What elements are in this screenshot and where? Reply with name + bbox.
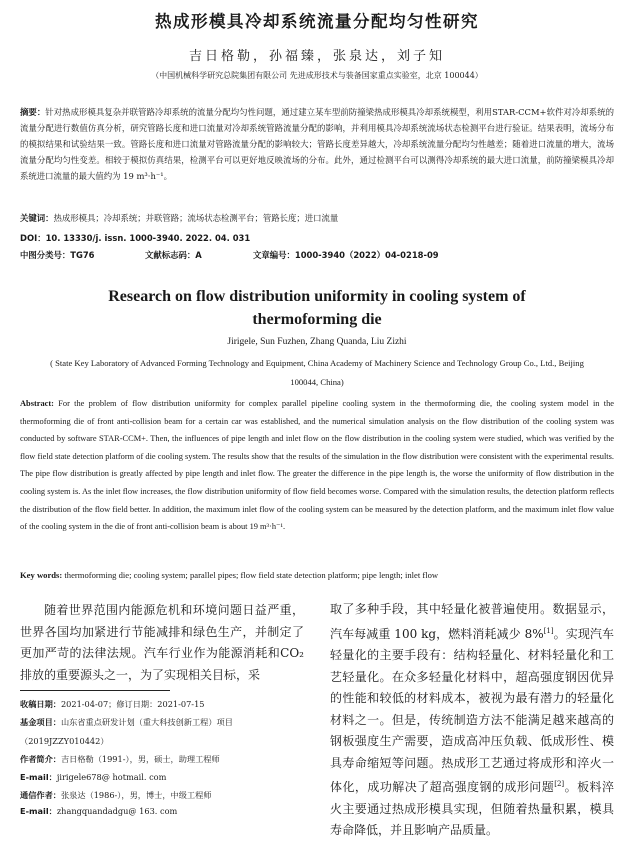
english-keywords (20, 570, 614, 580)
body-right-text-1: 取了多种手段，其中轻量化被普遍使用。数据显示，汽车每减重 100 kg，燃料消耗减少 8% (330, 602, 614, 641)
email-label: E-mail： (20, 806, 57, 816)
author-value: 吉日格勒（1991-），男，硕士，助理工程师 (60, 754, 220, 764)
chinese-abstract-text: 针对热成形模具复杂并联管路冷却系统的流量分配均匀性问题，通过建立某车型前防撞梁热成形模具冷却系统模型，利用STAR-CCM+软件对冷却系统的流量分配进行数值仿真分析，研究管路长度和进口流量对冷却系统管路流量分配的影响，并利用模具冷却系统流场状态检测平台进行验证。结果表明，流场分布的模拟结果和试验结果一致。管路长度和进口流量对管路流量分配的影响较大；管路长度差异越大，冷却系统流量分配均匀性越差；随着进口流量的增大，流场流量分配均匀性变差。相较于模拟仿真结果，检测平台可以更好地反映流场的分布。此外，通过检测平台可以测得冷却系统的最大进口流量，前防撞梁模具冷却系统进口流量的最大值约为 19 m³·h⁻¹。 (20, 107, 615, 181)
doi-value: 10. 13330/j. issn. 1000-3940. 2022. 04. 031 (45, 233, 251, 243)
citation-2: [2] (554, 780, 565, 788)
english-title-line1: Research on flow distribution uniformity in cooling system of (108, 288, 526, 305)
doi-label: DOI： (20, 233, 46, 243)
received-value: 2021-04-07；修订日期：2021-07-15 (60, 699, 205, 709)
english-title-line2: thermoforming die (252, 311, 382, 328)
english-abstract-text: For the problem of flow distribution uniformity for complex parallel pipeline cooling system in the thermoforming die, the cooling system model in the thermoforming die of front anti-collision beam for a certain car was established, and the numerical simulation analysis on the flow distribution of the cooling system was conducted by software STAR-CCM+. Then, the influences of pipe length and inlet flow on the flow distribution in the cooling system were studied, which was verified by the flow field state detection platform of die cooling system. The results show that the results of the simulation in the flow distribution were consistent with the experimental results. The pipe flow distribution is greatly affected by pipe length and inlet flow. The greater the difference in the pipe length is, the worse the uniformity of flow distribution in the cooling system is. As the inlet flow increases, the flow distribution uniformity of flow field becomes worse. Compared with the simulation results, the detection platform reflects the distribution of the flow field better. In addition, the maximum inlet flow of the cooling system can be measured by the detection platform, and the maximum inlet flow value of the cooling system in the die of front anti-collision beam is about 19 m³·h⁻¹. (20, 399, 614, 532)
english-keywords-text: thermoforming die; cooling system; parallel pipes; flow field state detection platform; pipe length; inlet flow (64, 570, 439, 580)
english-abstract (20, 395, 614, 536)
received-label: 收稿日期： (20, 699, 61, 709)
document-code-label: 文献标志码： (145, 250, 196, 260)
fund-label: 基金项目： (20, 717, 61, 727)
corresponding-value: 张泉达（1986-），男，博士，中级工程师 (60, 790, 212, 800)
footnote-email-author (20, 768, 310, 787)
english-affiliation: ( State Key Laboratory of Advanced Forming Technology and Equipment, China Academy of Machinery Science and Technology Group Co., Ltd., Beijing 100044, China) (50, 358, 584, 387)
chinese-abstract (20, 104, 614, 184)
clc-number (20, 249, 95, 261)
body-right-text-2: 。实现汽车轻量化的主要手段有：结构轻量化、材料轻量化和工艺轻量化。在众多轻量化材料中，超高强度钢因优异的性能和较低的材料成本，被视为最有潜力的轻量化材料之一。但是，传统制造方法不能满足越来越高的钢板强度生产需要，造成高冲压负载、低成形性、模具寿命缩短等问题。热成形工艺通过将成形和淬火一体化，成功解决了超高强度钢的成形问题 (330, 626, 614, 794)
english-abstract-label: Abstract: (20, 399, 54, 408)
chinese-keywords (20, 210, 614, 226)
article-number-value: 1000-3940（2022）04-0218-09 (294, 250, 439, 260)
chinese-authors: 吉日格勒，孙福臻，张泉达，刘子知 (188, 49, 445, 64)
footnote-separator (20, 690, 170, 691)
corresponding-label: 通信作者： (20, 790, 61, 800)
document-code-value: A (195, 250, 202, 260)
english-authors: Jirigele, Sun Fuzhen, Zhang Quanda, Liu Zizhi (227, 337, 407, 347)
email-value: jirigele678@ hotmail. com (56, 772, 167, 782)
fund-value: 山东省重点研发计划（重大科技创新工程）项目（2019JZZY010442） (20, 717, 233, 746)
clc-value: TG76 (70, 250, 95, 260)
author-label: 作者简介： (20, 754, 61, 764)
body-left-column: 随着世界范围内能源危机和环境问题日益严重，世界各国均加紧进行节能减排和绿色生产，并制定了更加严苛的法律法规。汽车行业作为能源消耗和CO₂ 排放的重要源头之一，为了实现相关目标，采 (20, 603, 304, 682)
chinese-abstract-label: 摘要： (20, 107, 46, 117)
footnote-author (20, 750, 310, 769)
english-keywords-label: Key words: (20, 570, 63, 580)
email-value: zhangquandadgu@ 163. com (56, 806, 178, 816)
chinese-keywords-label: 关键词： (20, 213, 54, 223)
footnote-received (20, 695, 310, 714)
citation-1: [1] (543, 626, 554, 635)
chinese-keywords-text: 热成形模具；冷却系统；并联管路；流场状态检测平台；管路长度；进口流量 (53, 213, 339, 223)
body-right-text-3: 。板料淬火主要通过热成形模具实现，但随着热量积累，模具寿命降低，并且影响产品质量。 (330, 780, 614, 837)
doi-line (20, 232, 250, 244)
article-number (253, 249, 439, 261)
chinese-affiliation: （中国机械科学研究总院集团有限公司 先进成形技术与装备国家重点实验室，北京 100044） (151, 71, 483, 80)
body-right-column (330, 599, 614, 842)
clc-label: 中图分类号： (20, 250, 71, 260)
document-code (145, 249, 202, 261)
article-number-label: 文章编号： (253, 250, 295, 260)
email-label: E-mail： (20, 772, 57, 782)
english-title (0, 285, 634, 331)
chinese-title: 热成形模具冷却系统流量分配均匀性研究 (155, 12, 479, 31)
footnote-email-corresponding (20, 802, 310, 821)
footnote-fund (20, 713, 310, 750)
